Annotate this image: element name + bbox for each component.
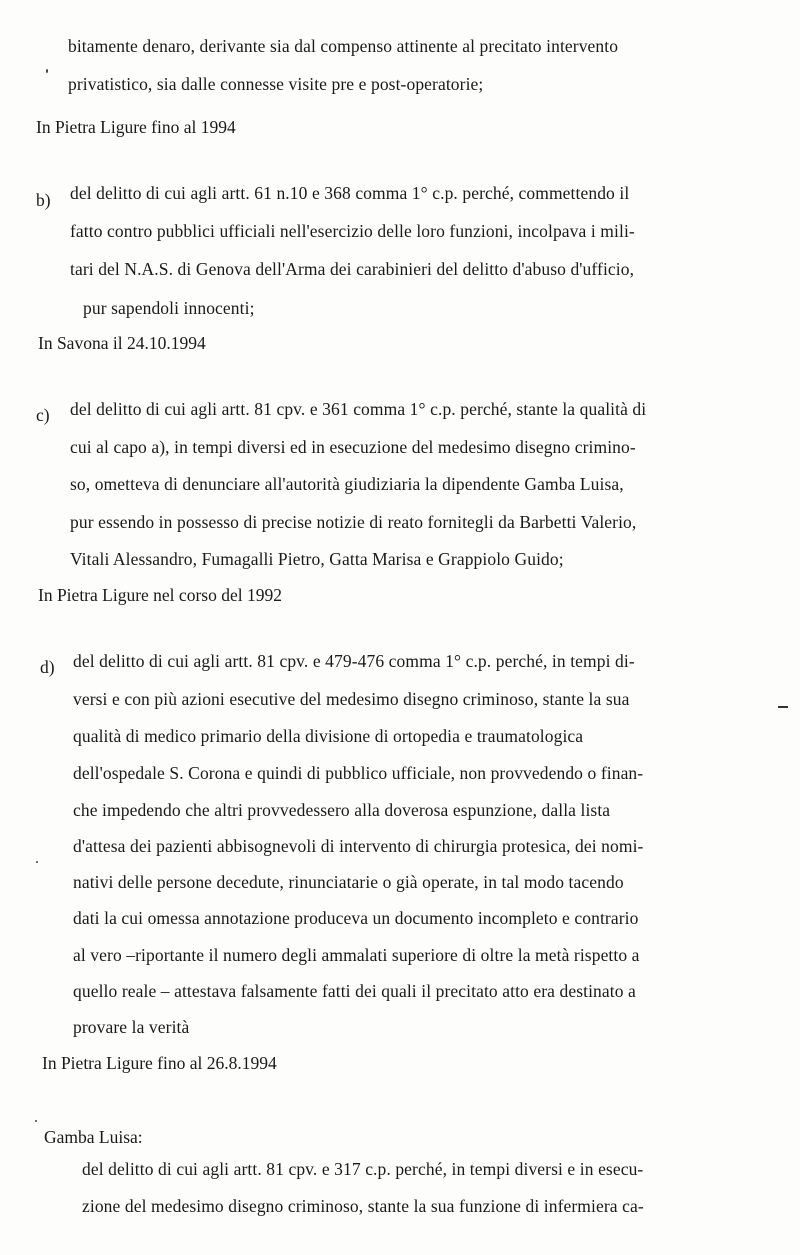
item-d-line-6: d'attesa dei pazienti abbisognevoli di intervento di chirurgia protesica, dei nomi- bbox=[73, 836, 644, 856]
gamba-line-1: del delitto di cui agli artt. 81 cpv. e 317 c.p. perché, in tempi diversi e in esecu- bbox=[82, 1159, 644, 1179]
para-a-line-2: privatistico, sia dalle connesse visite pre e post-operatorie; bbox=[68, 74, 484, 94]
item-c-marker: c) bbox=[36, 405, 50, 425]
item-b-line-4: pur sapendoli innocenti; bbox=[83, 298, 255, 318]
item-c-line-2: cui al capo a), in tempi diversi ed in esecuzione del medesimo disegno crimino- bbox=[70, 437, 636, 457]
para-a-line-1: bitamente denaro, derivante sia dal compenso attinente al precitato intervento bbox=[68, 36, 619, 56]
item-b-line-1: del delitto di cui agli artt. 61 n.10 e 368 comma 1° c.p. perché, commettendo il bbox=[70, 183, 630, 203]
item-b-line-2: fatto contro pubblici ufficiali nell'esercizio delle loro funzioni, incolpava i mili- bbox=[70, 221, 635, 241]
item-d-line-10: quello reale – attestava falsamente fatti dei quali il precitato atto era destinato a bbox=[73, 981, 636, 1001]
gamba-line-2: zione del medesimo disegno criminoso, stante la sua funzione di infermiera ca- bbox=[82, 1196, 644, 1216]
item-c-line-4: pur essendo in possesso di precise notizie di reato fornitegli da Barbetti Valerio, bbox=[70, 512, 637, 532]
item-c-line-3: so, ometteva di denunciare all'autorità giudiziaria la dipendente Gamba Luisa, bbox=[70, 474, 624, 494]
item-d-marker: d) bbox=[40, 657, 55, 677]
place-date-d: In Pietra Ligure fino al 26.8.1994 bbox=[42, 1053, 277, 1073]
item-d-line-4: dell'ospedale S. Corona e quindi di pubblico ufficiale, non provvedendo o finan- bbox=[73, 763, 644, 783]
scan-artifact-speck bbox=[46, 69, 48, 73]
item-d-line-7: nativi delle persone decedute, rinunciatarie o già operate, in tal modo tacendo bbox=[73, 872, 624, 892]
gamba-heading: Gamba Luisa: bbox=[44, 1127, 143, 1147]
item-d-line-3: qualità di medico primario della divisione di ortopedia e traumatologica bbox=[73, 726, 584, 746]
item-d-line-8: dati la cui omessa annotazione produceva un documento incompleto e contrario bbox=[73, 908, 639, 928]
item-b-marker: b) bbox=[36, 190, 51, 210]
item-c-line-1: del delitto di cui agli artt. 81 cpv. e 361 comma 1° c.p. perché, stante la qualità di bbox=[70, 399, 647, 419]
scan-artifact-speck bbox=[36, 861, 38, 863]
scan-artifact-speck bbox=[35, 1120, 37, 1122]
item-d-line-5: che impedendo che altri provvedessero alla doverosa espunzione, dalla lista bbox=[73, 800, 611, 820]
item-d-line-2: versi e con più azioni esecutive del medesimo disegno criminoso, stante la sua bbox=[73, 689, 630, 709]
place-date-a: In Pietra Ligure fino al 1994 bbox=[36, 117, 236, 137]
scan-artifact-dash bbox=[778, 706, 788, 708]
item-d-line-1: del delitto di cui agli artt. 81 cpv. e 479-476 comma 1° c.p. perché, in tempi di- bbox=[73, 651, 635, 671]
place-date-b: In Savona il 24.10.1994 bbox=[38, 333, 206, 353]
item-b-line-3: tari del N.A.S. di Genova dell'Arma dei carabinieri del delitto d'abuso d'ufficio, bbox=[70, 259, 635, 279]
place-date-c: In Pietra Ligure nel corso del 1992 bbox=[38, 585, 282, 605]
item-d-line-9: al vero –riportante il numero degli ammalati superiore di oltre la metà rispetto a bbox=[73, 945, 640, 965]
item-c-line-5: Vitali Alessandro, Fumagalli Pietro, Gatta Marisa e Grappiolo Guido; bbox=[70, 549, 564, 569]
item-d-line-11: provare la verità bbox=[73, 1017, 190, 1037]
